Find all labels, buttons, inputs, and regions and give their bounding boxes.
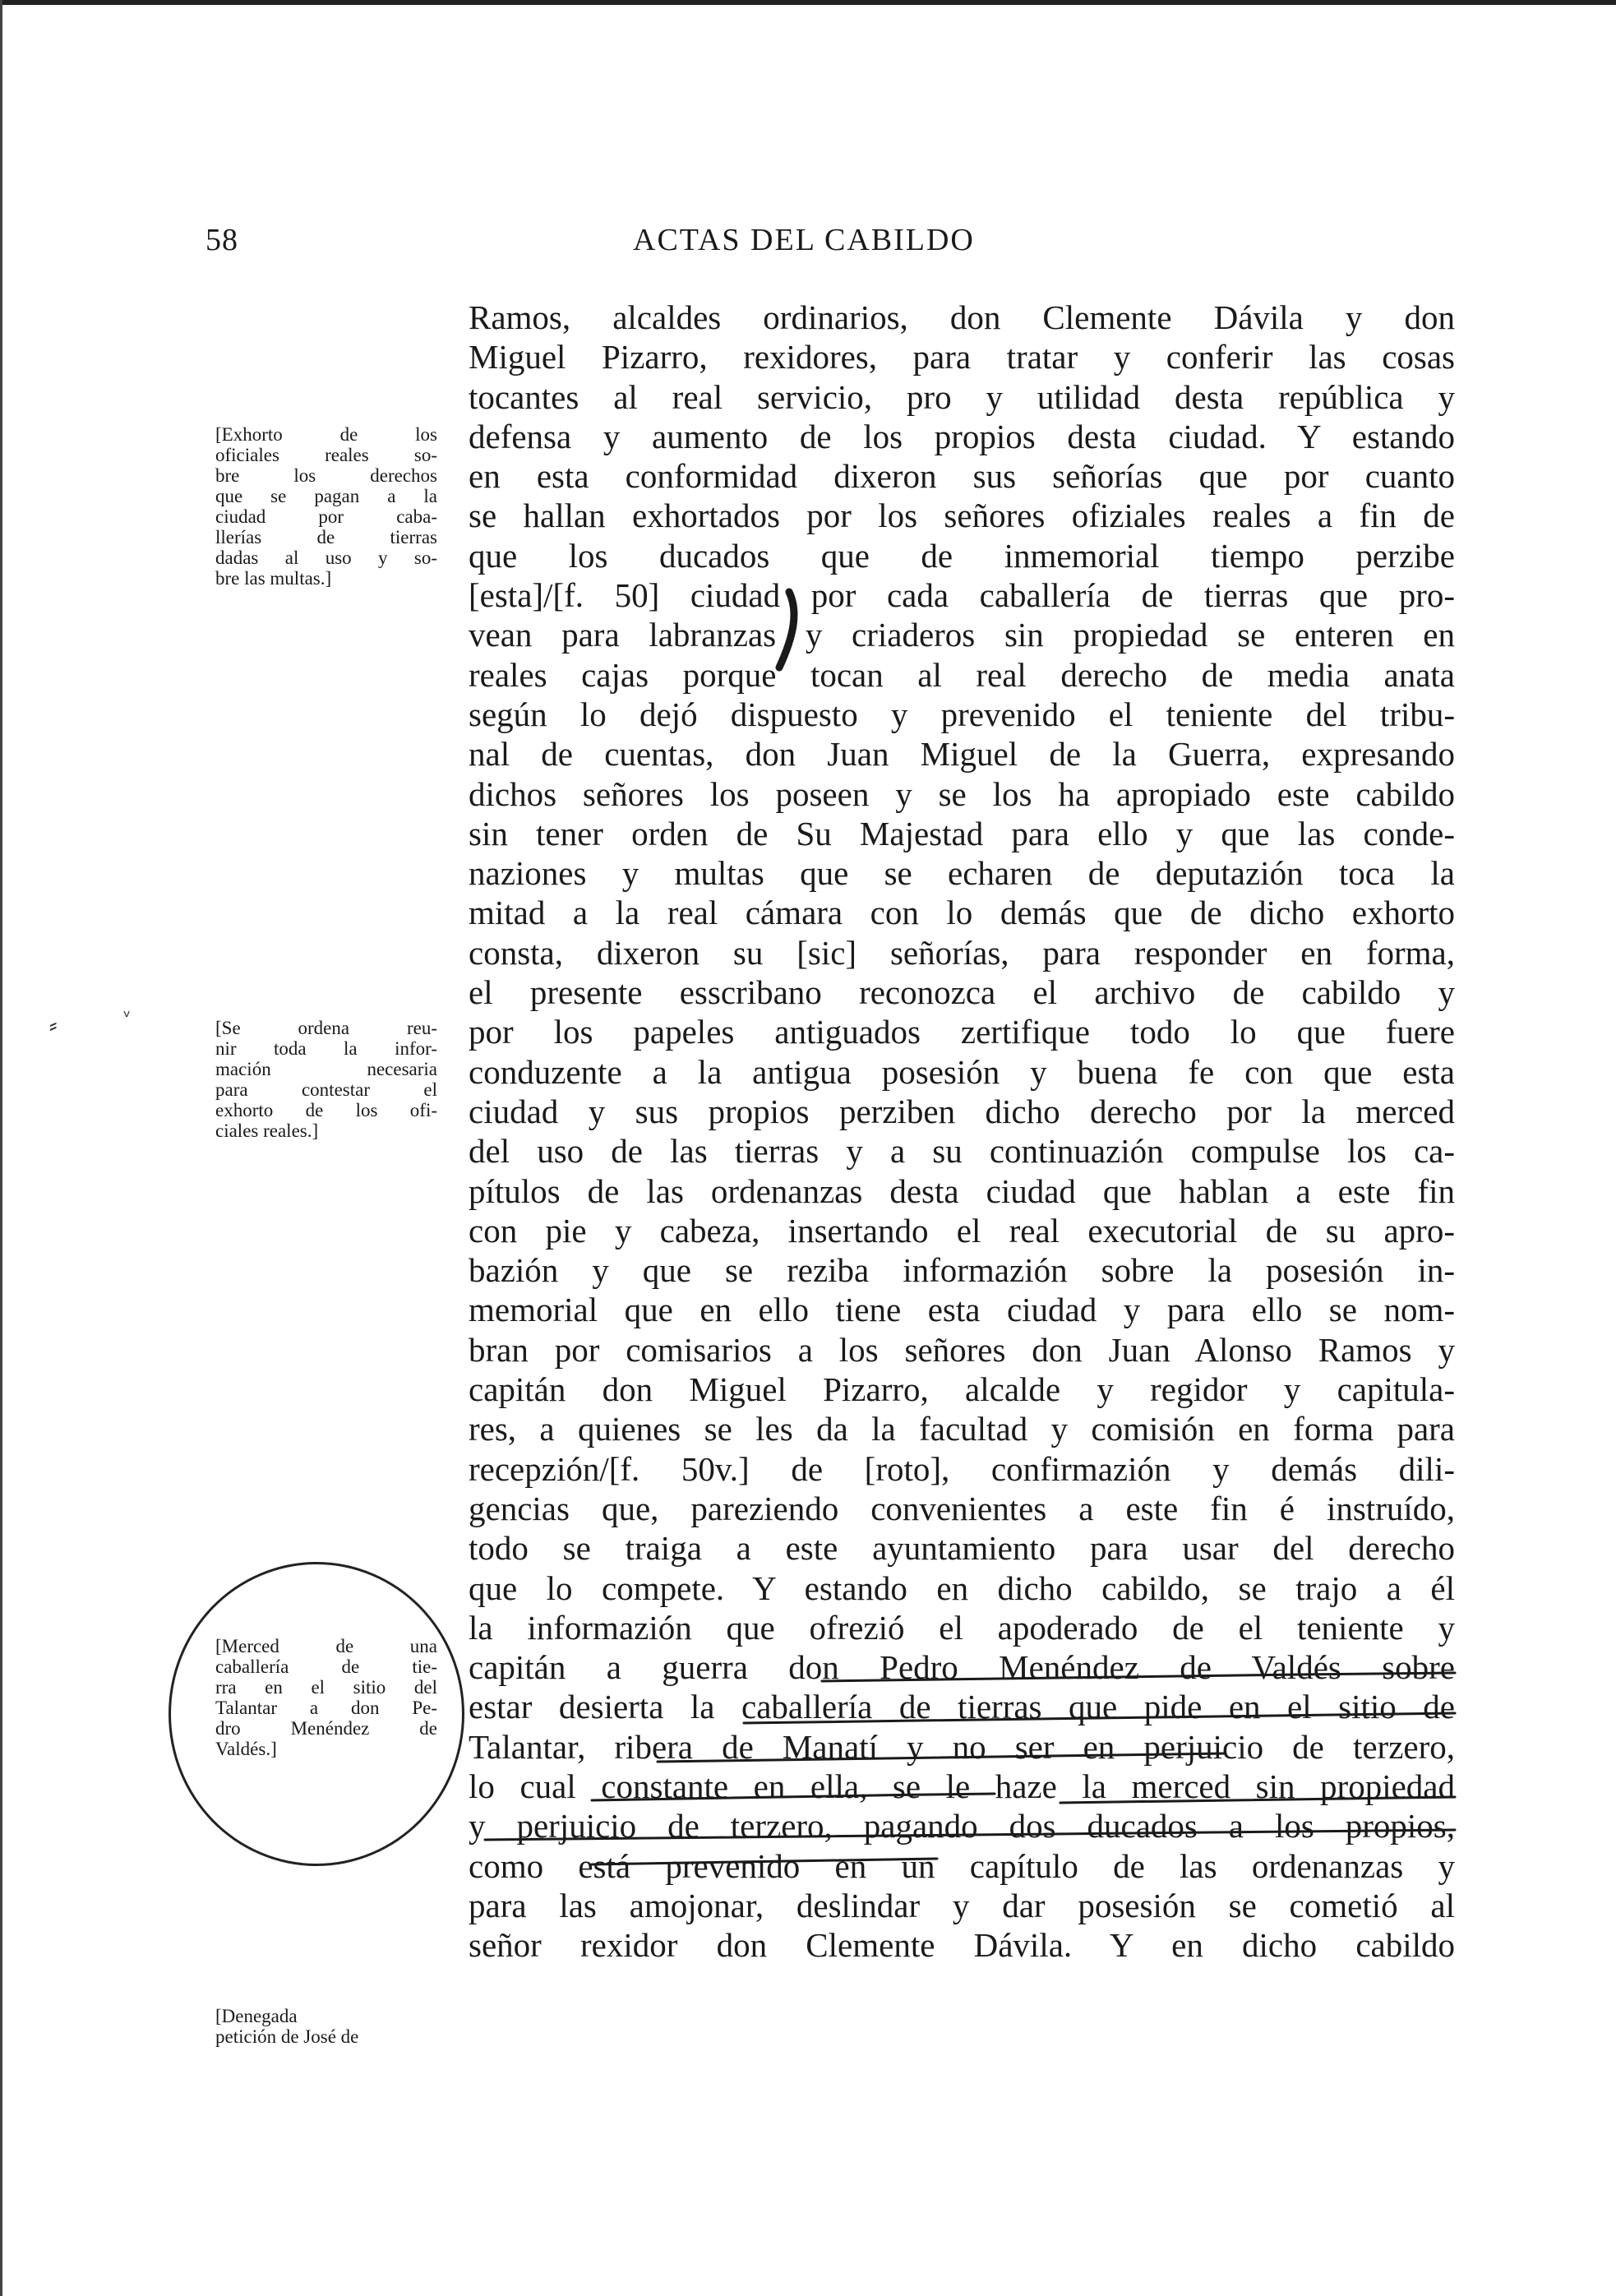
note-line: exhorto de los ofi- xyxy=(215,1100,437,1120)
text-line: que los ducados que de inmemorial tiempo perzibe xyxy=(469,536,1455,575)
note-line: Talantar a don Pe- xyxy=(215,1698,437,1718)
text-line: con pie y cabeza, insertando el real executorial de su apro- xyxy=(469,1211,1455,1250)
text-line: según lo dejó dispuesto y prevenido el teniente del tribu- xyxy=(469,695,1455,733)
margin-note-merced xyxy=(215,1636,437,1759)
text-line: vean para labranzas y criaderos sin propiedad se enteren en xyxy=(469,616,1455,654)
text-line: lo cual constante en ella, se le haze la merced sin propiedad xyxy=(469,1767,1455,1805)
text-line: naziones y multas que se echaren de deputazión toca la xyxy=(469,854,1455,893)
text-line: conduzente a la antigua posesión y buena fe con que esta xyxy=(469,1052,1455,1091)
stray-pen-mark: ᵥ xyxy=(123,1001,132,1022)
text-line: pítulos de las ordenanzas desta ciudad que hablan a este fin xyxy=(469,1171,1455,1210)
text-line: el presente esscribano reconozca el archivo de cabildo y xyxy=(469,973,1455,1012)
note-line: rra en el sitio del xyxy=(215,1677,437,1698)
text-line: bran por comisarios a los señores don Juan Alonso Ramos y xyxy=(469,1330,1455,1369)
text-line: se hallan exhortados por los señores ofiziales reales a fin de xyxy=(469,497,1455,535)
note-line: para contestar el xyxy=(215,1079,437,1100)
text-line: nal de cuentas, don Juan Miguel de la Guerra, expresando xyxy=(469,735,1455,774)
text-line: Talantar, ribera de Manatí y no ser en perjuicio de terzero, xyxy=(469,1727,1455,1766)
text-line: mitad a la real cámara con lo demás que de dicho exhorto xyxy=(469,894,1455,932)
text-line: por los papeles antiguados zertifique todo lo que fuere xyxy=(469,1013,1455,1051)
note-line: petición de José de xyxy=(215,2026,359,2047)
text-line: señor rexidor don Clemente Dávila. Y en dicho cabildo xyxy=(469,1926,1455,1965)
text-line: del uso de las tierras y a su continuazión compulse los ca- xyxy=(469,1132,1455,1171)
note-line: bre los derechos xyxy=(215,465,437,486)
text-line: memorial que en ello tiene esta ciudad y para ello se nom- xyxy=(469,1291,1455,1329)
text-line: bazión y que se reziba informazión sobre la posesión in- xyxy=(469,1251,1455,1290)
text-line: como está prevenido en un capítulo de las ordenanzas y xyxy=(469,1846,1455,1885)
text-line: estar desierta la caballería de tierras que pide en el sitio de xyxy=(469,1688,1455,1726)
note-line: que se pagan a la xyxy=(215,486,437,506)
text-line: Miguel Pizarro, rexidores, para tratar y conferir las cosas xyxy=(469,338,1455,377)
margin-note-denegada xyxy=(215,2006,437,2047)
text-line: gencias que, pareziendo convenientes a este fin é instruído, xyxy=(469,1489,1455,1527)
note-line: [Se ordena reu- xyxy=(215,1018,437,1038)
main-text-body xyxy=(469,298,1455,1965)
text-line: todo se traiga a este ayuntamiento para usar del derecho xyxy=(469,1529,1455,1568)
text-line: para las amojonar, deslindar y dar posesión se cometió al xyxy=(469,1886,1455,1924)
margin-note-informacion xyxy=(215,1018,437,1141)
note-line: oficiales reales so- xyxy=(215,445,437,465)
text-line: que lo compete. Y estando en dicho cabildo, se trajo a él xyxy=(469,1568,1455,1607)
text-line: la informazión que ofrezió el apoderado de el teniente y xyxy=(469,1608,1455,1647)
text-line: res, a quienes se les da la facultad y comisión en forma para xyxy=(469,1410,1455,1448)
note-line: [Exhorto de los xyxy=(215,424,437,445)
text-line: sin tener orden de Su Majestad para ello y que las conde- xyxy=(469,814,1455,852)
text-line: Ramos, alcaldes ordinarios, don Clemente Dávila y don xyxy=(469,298,1455,336)
text-line: defensa y aumento de los propios desta ciudad. Y estando xyxy=(469,417,1455,455)
text-line: [esta]/[f. 50] ciudad por cada caballería de tierras que pro- xyxy=(469,576,1455,615)
note-line: nir toda la infor- xyxy=(215,1038,437,1059)
text-line: reales cajas porque tocan al real derecho de media anata xyxy=(469,655,1455,694)
note-line: Valdés.] xyxy=(215,1739,277,1759)
text-line: recepzión/[f. 50v.] de [roto], confirmazión y demás dili- xyxy=(469,1449,1455,1488)
note-line: [Merced de una xyxy=(215,1636,437,1656)
text-line: dichos señores los poseen y se los ha apropiado este cabildo xyxy=(469,774,1455,813)
page-number: 58 xyxy=(205,223,238,257)
margin-note-exhorto xyxy=(215,424,437,589)
note-line: dadas al uso y so- xyxy=(215,547,437,568)
text-line: y perjuicio de terzero, pagando dos ducados a los propios, xyxy=(469,1807,1455,1846)
page-top-border xyxy=(0,0,1616,5)
note-line: ciales reales.] xyxy=(215,1120,319,1141)
stray-pen-mark: ⸗ xyxy=(49,1011,58,1038)
text-line: en esta conformidad dixeron sus señorías que por cuanto xyxy=(469,457,1455,496)
text-line: ciudad y sus propios perziben dicho derecho por la merced xyxy=(469,1092,1455,1130)
note-line: [Denegada xyxy=(215,2006,298,2026)
running-header: ACTAS DEL CABILDO xyxy=(633,223,975,257)
note-line: ciudad por caba- xyxy=(215,506,437,527)
text-line: consta, dixeron su [sic] señorías, para responder en forma, xyxy=(469,933,1455,972)
note-line: mación necesaria xyxy=(215,1059,437,1079)
page-left-border xyxy=(0,0,2,2296)
note-line: dro Menéndez de xyxy=(215,1718,437,1739)
note-line: caballería de tie- xyxy=(215,1656,437,1677)
note-line: bre las multas.] xyxy=(215,568,332,589)
text-line: capitán a guerra don Pedro Menéndez de Valdés sobre xyxy=(469,1648,1455,1687)
text-line: capitán don Miguel Pizarro, alcalde y regidor y capitula- xyxy=(469,1370,1455,1409)
text-line: tocantes al real servicio, pro y utilidad desta república y xyxy=(469,377,1455,416)
note-line: llerías de tierras xyxy=(215,527,437,547)
